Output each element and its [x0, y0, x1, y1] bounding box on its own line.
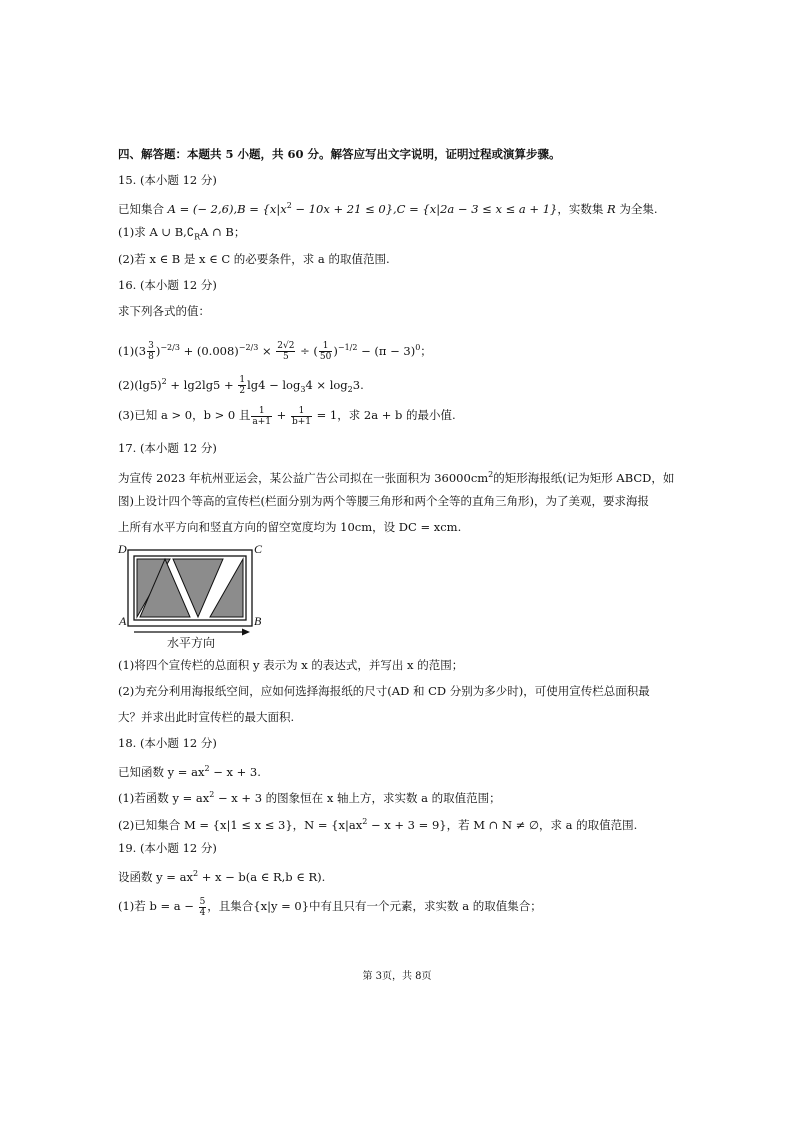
q17-line2: 图)上设计四个等高的宣传栏(栏面分别为两个等腰三角形和两个全等的直角三角形)，为了美观，要求海报	[118, 494, 649, 508]
direction-arrow-head	[242, 629, 250, 636]
figure-label-D: D	[118, 542, 127, 556]
q16-part1: (1)(3 $\frac{3}{8}$ )$^{-2/3} + (0.008)^{-2/3}$ × $\frac{2√2}{5}$ ÷ ( $\frac{1}{50}$ )$^{-1/2} - (\pi - 3)^0$；	[118, 341, 432, 363]
figure-label-B: B	[254, 614, 262, 628]
q18-part1: (1)若函数 $y = ax^2 - x + 3$ 的图象恒在 x 轴上方，求实数 a 的取值范围；	[118, 790, 501, 805]
q18-title: 18. (本小题 12 分)	[118, 736, 217, 750]
q16-part2: $(2)(\lg 5)^2 + \lg 2\lg 5$ + $\frac{1}{2}$ $\lg 4 - \log_34 \times \log_23$.	[118, 375, 364, 397]
q15-part2: (2)若 x ∈ B 是 x ∈ C 的必要条件，求 a 的取值范围.	[118, 252, 390, 266]
q18-stem: 已知函数 $y = ax^2 - x + 3$.	[118, 764, 261, 779]
q16-intro: 求下列各式的值：	[118, 304, 210, 318]
section-heading: 四、解答题：本题共 5 小题，共 60 分。解答应写出文字说明，证明过程或演算步骤。	[118, 147, 561, 161]
q17-line1: 为宣传 2023 年杭州亚运会，某公益广告公司拟在一张面积为 $36000cm^2$的矩形海报纸(记为矩形 ABCD，如	[118, 470, 675, 485]
q19-title: 19. (本小题 12 分)	[118, 841, 217, 855]
q17-part2a: (2)为充分利用海报纸空间，应如何选择海报纸的尺寸(AD 和 CD 分别为多少时)，可使用宣传栏总面积最	[118, 684, 650, 698]
q17-title: 17. (本小题 12 分)	[118, 441, 217, 455]
q15-title: 15. (本小题 12 分)	[118, 173, 217, 187]
q16-title: 16. (本小题 12 分)	[118, 278, 217, 292]
page-footer: 第 3页，共 8页	[362, 971, 432, 982]
q18-part2: (2)已知集合 M = {x|1 ≤ x ≤ 3}，$N = \{x|ax^2 - x + 3 = 9\}$，若 M ∩ N ≠ ∅，求 a 的取值范围.	[118, 817, 638, 832]
q19-part1: (1)若 b = a − $\frac{5}{4}$ ，且集合{x|y = 0}中有且只有一个元素，求实数 a 的取值集合；	[118, 896, 542, 918]
figure-label-C: C	[254, 542, 263, 556]
q17-part1: (1)将四个宣传栏的总面积 y 表示为 x 的表达式，并写出 x 的范围；	[118, 658, 464, 672]
q15-stem: 已知集合 A = (− $2,6),B = \{x|x^2 - 10x + 21 \le 0\},C = \{x|2a - 3 \le x \le a + 1\}$，实数集 R 为全集.	[118, 201, 658, 216]
figure-label-A: A	[119, 614, 127, 628]
q15-part1: (1)求 A ∪ $B,∁_RA$ ∩ B；	[118, 225, 246, 242]
q17-part2b: 大？并求出此时宣传栏的最大面积.	[118, 710, 295, 724]
q19-stem: 设函数 $y = ax^2 + x - b(a$ ∈ R,b ∈ R).	[118, 869, 326, 884]
q16-part3: (3)已知 a > 0，b > 0 且 $\frac{1}{a+1}$ + $\frac{1}{b+1}$ = 1，求 2a + b 的最小值.	[118, 405, 456, 427]
figure-arrow-label: 水平方向	[167, 636, 216, 650]
q17-line3: 上所有水平方向和竖直方向的留空宽度均为 10cm，设 DC = xcm.	[118, 520, 462, 534]
